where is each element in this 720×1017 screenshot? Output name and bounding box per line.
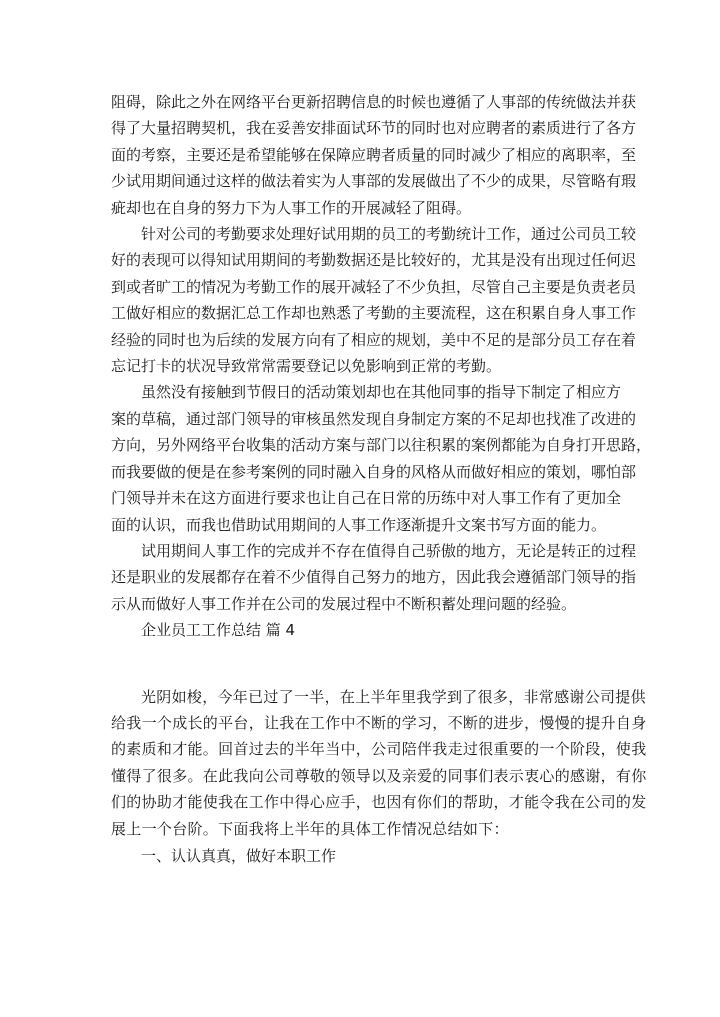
section-title: 企业员工工作总结 篇 4 [141,621,296,640]
paragraph-line: 忘记打卡的状况导致常常需要登记以免影响到正常的考勤。 [111,357,502,376]
paragraph-line: 到或者旷工的情况为考勤工作的展开减轻了不少负担，尽管自己主要是负责老员 [111,277,637,296]
paragraph-line: 案的草稿，通过部门领导的审核虽然发现自身制定方案的不足却也找准了改进的 [111,409,637,428]
paragraph [111,684,647,842]
subheading: 一、认认真真，做好本职工作 [141,846,337,865]
paragraph-line: 试用期间人事工作的完成并不存在值得自己骄傲的地方，无论是转正的过程 [141,541,637,560]
paragraph-line: 还是职业的发展都存在着不少值得自己努力的地方，因此我会遵循部门领导的指 [111,568,637,587]
paragraph-line: 阻碍，除此之外在网络平台更新招聘信息的时候也遵循了人事部的传统做法并获 [111,93,637,111]
paragraph-line: 们的协助才能使我在工作中得心应手，也因有你们的帮助，才能令我在公司的发 [111,793,647,812]
paragraph-line: 好的表现可以得知试用期间的考勤数据还是比较好的，尤其是没有出现过任何迟 [111,251,637,270]
paragraph-line: 而我要做的便是在参考案例的同时融入自身的风格从而做好相应的策划，哪怕部 [111,462,637,481]
paragraph-line: 的素质和才能。回首过去的半年当中，公司陪伴我走过很重要的一个阶段，使我 [111,740,647,759]
paragraph-line: 经验的同时也为后续的发展方向有了相应的规划，美中不足的是部分员工存在着 [111,330,637,349]
paragraph-line: 展上一个台阶。下面我将上半年的具体工作情况总结如下： [111,819,509,838]
paragraph-line: 给我一个成长的平台，让我在工作中不断的学习，不断的进步，慢慢的提升自身 [111,713,647,732]
paragraph [111,89,637,221]
paragraph-line: 面的考察，主要还是希望能够在保障应聘者质量的同时减少了相应的离职率，至 [111,145,637,164]
paragraph-line: 门领导并未在这方面进行要求也让自己在日常的历练中对人事工作有了更加全 [111,489,622,508]
paragraph [111,379,652,537]
spacer [111,644,609,684]
document-page [111,89,652,869]
paragraph-line: 虽然没有接触到节假日的活动策划却也在其他同事的指导下制定了相应方 [141,383,622,402]
paragraph-line: 面的认识，而我也借助试用期间的人事工作逐渐提升文案书写方面的能力。 [111,515,607,534]
paragraph-line: 示从而做好人事工作并在公司的发展过程中不断积蓄处理问题的经验。 [111,594,577,613]
document-body-part2 [111,684,647,842]
paragraph-line: 少试用期间通过这样的做法着实为人事部的发展做出了不少的成果，尽管略有瑕 [111,172,637,191]
paragraph-line: 疵却也在自身的努力下为人事工作的开展减轻了阻碍。 [111,198,472,217]
paragraph-line: 工做好相应的数据汇总工作却也熟悉了考勤的主要流程，这在积累自身人事工作 [111,304,637,323]
paragraph [111,538,637,617]
paragraph-line: 得了大量招聘契机，我在妥善安排面试环节的同时也对应聘者的素质进行了各方 [111,119,637,138]
paragraph-line: 光阴如梭，今年已过了一半，在上半年里我学到了很多，非常感谢公司提供 [141,687,646,706]
document-body-part1 [111,89,652,617]
paragraph-line: 针对公司的考勤要求处理好试用期的员工的考勤统计工作，通过公司员工较 [141,225,637,244]
paragraph-line: 方向，另外网络平台收集的活动方案与部门以往积累的案例都能为自身打开思路， [111,436,652,455]
paragraph [111,221,637,379]
paragraph-line: 懂得了很多。在此我向公司尊敬的领导以及亲爱的同事们表示衷心的感谢，有你 [111,766,647,785]
